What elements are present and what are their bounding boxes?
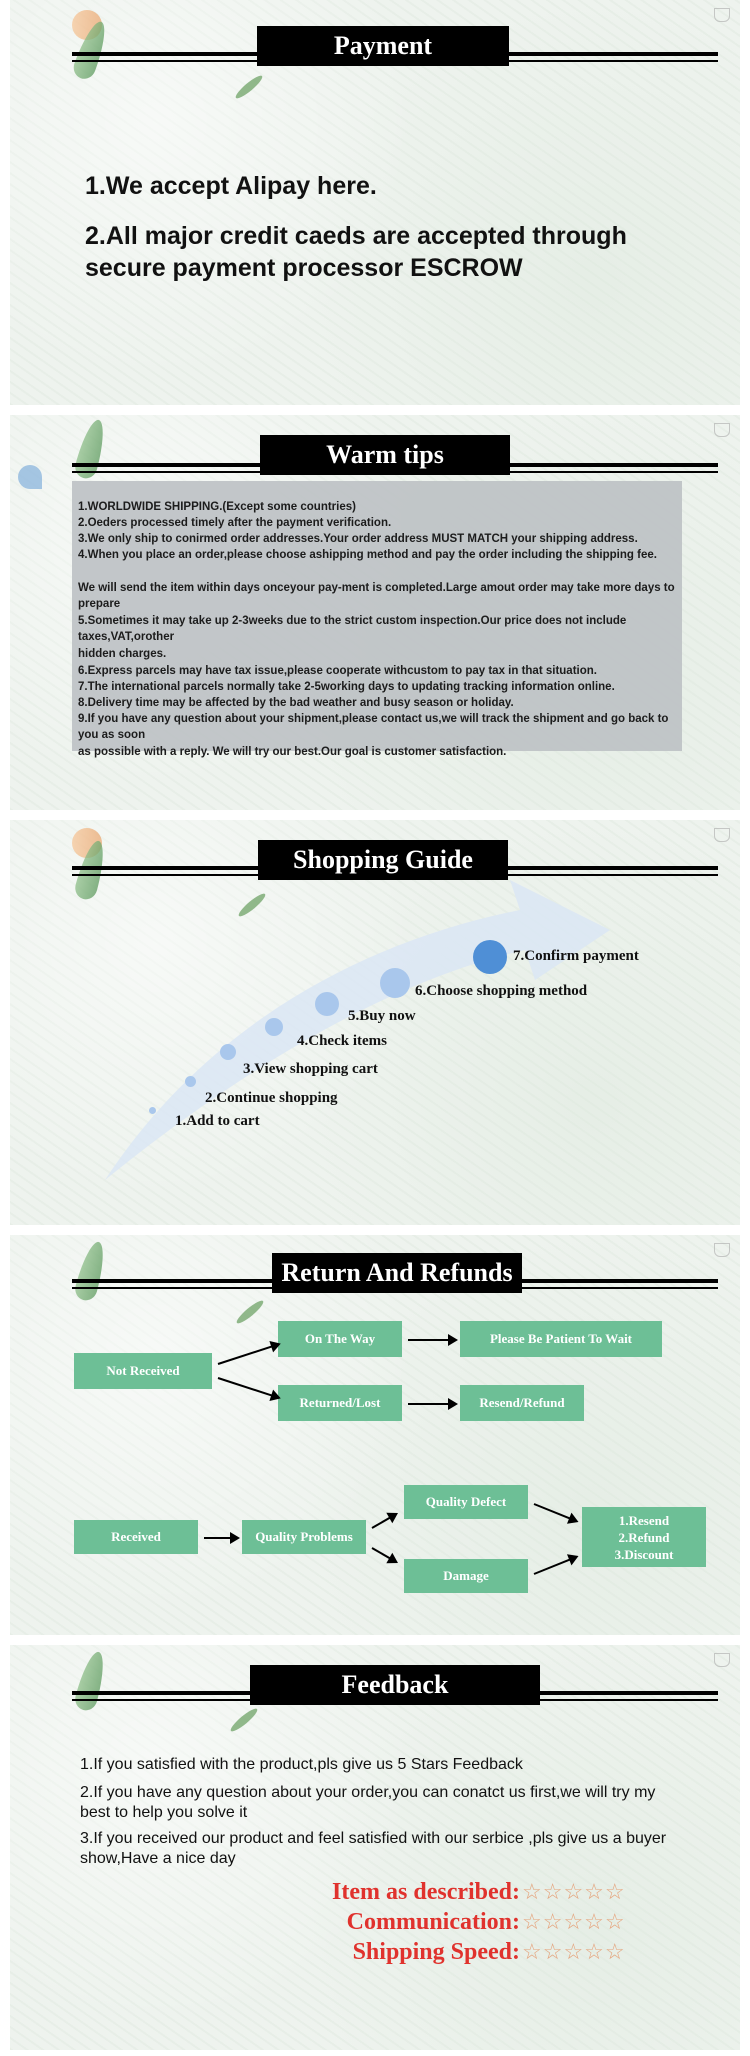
cup-icon (714, 423, 730, 437)
tip-line: 1.WORLDWIDE SHIPPING.(Except some countries) (78, 501, 356, 513)
on-the-way-box: On The Way (278, 1321, 402, 1357)
step-dot (265, 1018, 283, 1036)
warm-tips-section (10, 415, 740, 810)
cup-icon (714, 8, 730, 22)
feedback-section (10, 1645, 740, 2050)
flow-arrow (204, 1537, 238, 1539)
flow-arrow (408, 1339, 456, 1341)
returns-section (10, 1235, 740, 1635)
quality-problems-box: Quality Problems (242, 1520, 366, 1554)
step-label: 3.View shopping cart (243, 1061, 378, 1077)
tip-line: 4.When you place an order,please choose ashipping method and pay the order including the shipping fee. (78, 549, 657, 561)
tip-line: 7.The international parcels normally take 2-5working days to updating tracking information online. (78, 681, 615, 693)
payment-line: 2.All major credit caeds are accepted through secure payment processor ESCROW (85, 222, 627, 282)
step-label: 1.Add to cart (175, 1113, 260, 1129)
rating-label: Item as described: (332, 1879, 520, 1905)
quality-defect-box: Quality Defect (404, 1485, 528, 1519)
section-title: Payment (257, 26, 509, 66)
flow-arrow (408, 1403, 456, 1405)
sprig-icon (233, 73, 264, 101)
outcome-item: 1.Resend (618, 1512, 670, 1528)
step-dot (315, 992, 339, 1016)
tip-line: 9.If you have any question about your shipment,please contact us,we will track the shipment and go back to you as soon (78, 713, 669, 741)
sprig-icon (228, 1706, 259, 1734)
star-rating[interactable]: ☆☆☆☆☆ (522, 1879, 626, 1904)
tip-line: 6.Express parcels may have tax issue,please cooperate withcustom to pay tax in that situation. (78, 665, 597, 677)
step-label: 6.Choose shopping method (415, 983, 588, 999)
rating-label: Shipping Speed: (352, 1939, 520, 1965)
feedback-line: 3.If you received our product and feel satisfied with our serbice ,pls give us a buyer show,Have a nice day (80, 1830, 667, 1867)
flow-arrow (218, 1343, 279, 1365)
step-dot (185, 1076, 196, 1087)
butterfly-icon (18, 465, 42, 489)
flow-arrow (534, 1503, 577, 1522)
outcome-item: 2.Refund (618, 1529, 670, 1545)
feedback-line: 2.If you have any question about your order,you can conatct us first,we will try my best to help you solve it (80, 1784, 656, 1821)
step-dot (220, 1044, 236, 1060)
payment-section (10, 0, 740, 405)
rating-label: Communication: (346, 1909, 520, 1935)
returned-lost-box: Returned/Lost (278, 1385, 402, 1421)
cup-icon (714, 1243, 730, 1257)
not-received-box: Not Received (74, 1353, 212, 1389)
sprig-icon (234, 1298, 265, 1326)
leaf-icon (73, 1649, 110, 1713)
received-box: Received (74, 1520, 198, 1554)
leaf-icon (73, 1239, 110, 1303)
flow-arrow (372, 1547, 397, 1563)
shopping-guide-section (10, 820, 740, 1225)
step-label: 2.Continue shopping (205, 1090, 338, 1106)
tip-line: We will send the item within days onceyour pay-ment is completed.Large amout order may take more days to prepare (78, 582, 675, 610)
step-dot (149, 1107, 156, 1114)
step-label: 4.Check items (297, 1033, 387, 1049)
step-dot-final (473, 940, 507, 974)
flow-arrow (534, 1556, 577, 1575)
outcome-box (582, 1507, 706, 1567)
payment-line: 1.We accept Alipay here. (85, 172, 377, 200)
section-title: Shopping Guide (258, 840, 508, 880)
section-title: Warm tips (260, 435, 510, 475)
flow-arrow (372, 1513, 397, 1529)
tip-line: 8.Delivery time may be affected by the bad weather and busy season or holiday. (78, 697, 514, 709)
tip-line: 2.Oeders processed timely after the payment verification. (78, 517, 392, 529)
damage-box: Damage (404, 1559, 528, 1593)
step-label: 5.Buy now (348, 1008, 416, 1024)
tip-line: as possible with a reply. We will try our best.Our goal is customer satisfaction. (78, 746, 507, 758)
cup-icon (714, 1653, 730, 1667)
step-label: 7.Confirm payment (513, 948, 639, 964)
tip-line: hidden charges. (78, 648, 167, 660)
resend-refund-box: Resend/Refund (460, 1385, 584, 1421)
feedback-line: 1.If you satisfied with the product,pls give us 5 Stars Feedback (80, 1756, 523, 1773)
tip-line: 3.We only ship to conirmed order addresses.Your order address MUST MATCH your shipping address. (78, 533, 638, 545)
step-dot (380, 968, 410, 998)
tip-line: 5.Sometimes it may take up 2-3weeks due to the strict custom inspection.Our price does not include taxes,VAT,orother (78, 615, 627, 643)
be-patient-box: Please Be Patient To Wait (460, 1321, 662, 1357)
star-rating[interactable]: ☆☆☆☆☆ (522, 1909, 626, 1934)
star-rating[interactable]: ☆☆☆☆☆ (522, 1939, 626, 1964)
section-title: Return And Refunds (272, 1253, 522, 1293)
flow-arrow (218, 1377, 279, 1399)
outcome-item: 3.Discount (614, 1546, 674, 1562)
section-title: Feedback (250, 1665, 540, 1705)
